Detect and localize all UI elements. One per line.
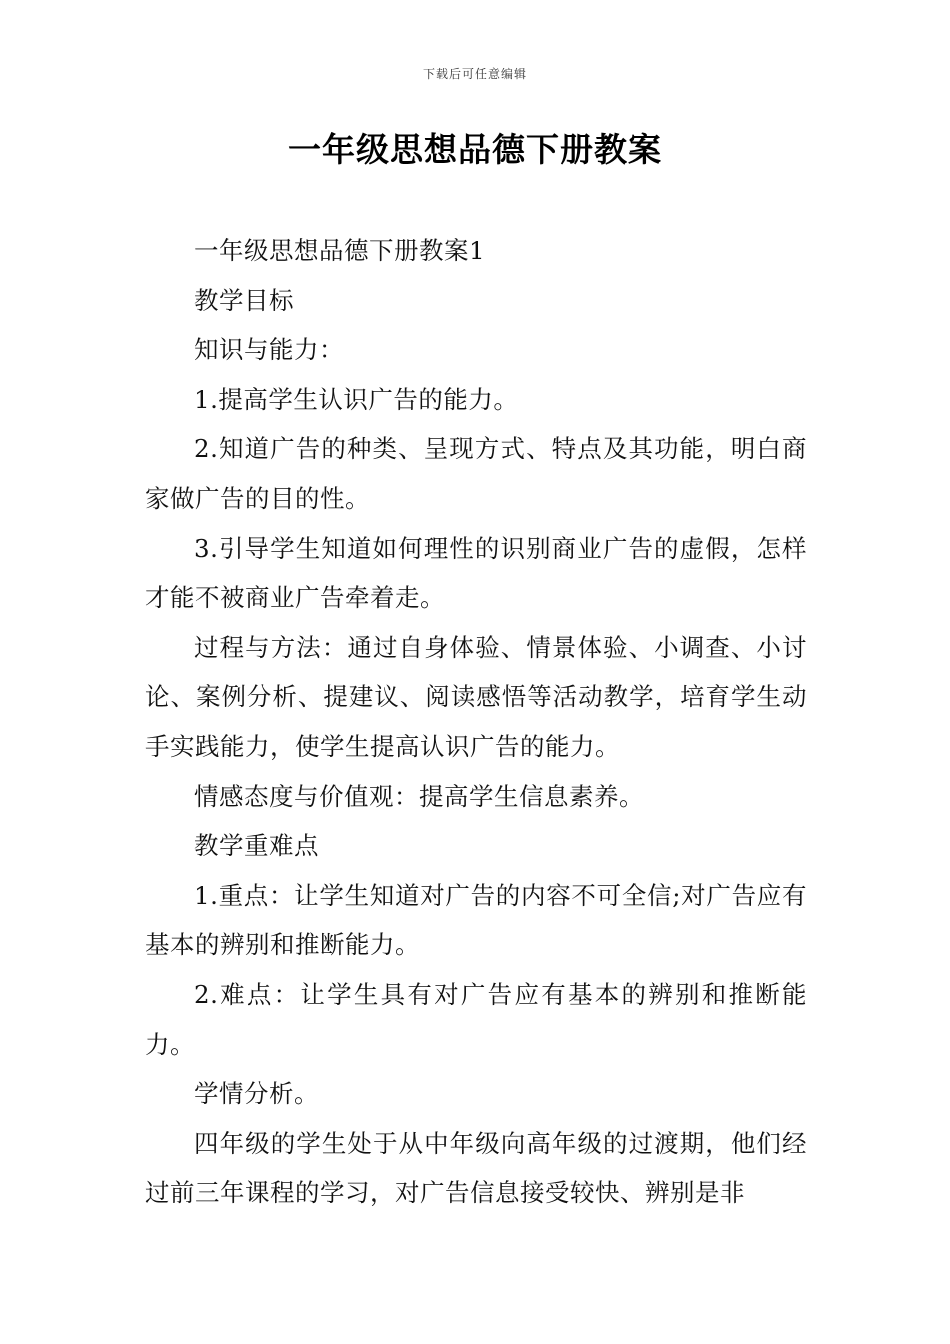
document-body [145, 226, 807, 1218]
paragraph-key-point: 1.重点：让学生知道对广告的内容不可全信;对广告应有基本的辨别和推断能力。 [145, 880, 807, 960]
paragraph-student-analysis: 学情分析。 [194, 1079, 319, 1109]
paragraph-emotion-values: 情感态度与价值观：提高学生信息素养。 [194, 781, 644, 811]
paragraph-difficult-point: 2.难点：让学生具有对广告应有基本的辨别和推断能力。 [145, 979, 807, 1059]
paragraph-goal-3: 3.引导学生知道如何理性的识别商业广告的虚假，怎样才能不被商业广告牵着走。 [145, 533, 807, 613]
paragraph-key-difficult: 教学重难点 [194, 831, 319, 861]
paragraph-subtitle: 一年级思想品德下册教案1 [194, 236, 486, 265]
header-note: 下载后可任意编辑 [422, 67, 527, 81]
paragraph-student-description: 四年级的学生处于从中年级向高年级的过渡期，他们经过前三年课程的学习，对广告信息接受较快、辨别是非 [145, 1128, 807, 1208]
paragraph-goal-1: 1.提高学生认识广告的能力。 [194, 384, 519, 414]
paragraph-process-method: 过程与方法：通过自身体验、情景体验、小调查、小讨论、案例分析、提建议、阅读感悟等活动教学，培育学生动手实践能力，使学生提高认识广告的能力。 [145, 632, 807, 761]
document-title: 一年级思想品德下册教案 [288, 130, 662, 169]
paragraph-teaching-goals: 教学目标 [194, 285, 294, 315]
paragraph-knowledge-ability: 知识与能力： [194, 335, 344, 365]
paragraph-goal-2: 2.知道广告的种类、呈现方式、特点及其功能，明白商家做广告的目的性。 [145, 434, 807, 513]
